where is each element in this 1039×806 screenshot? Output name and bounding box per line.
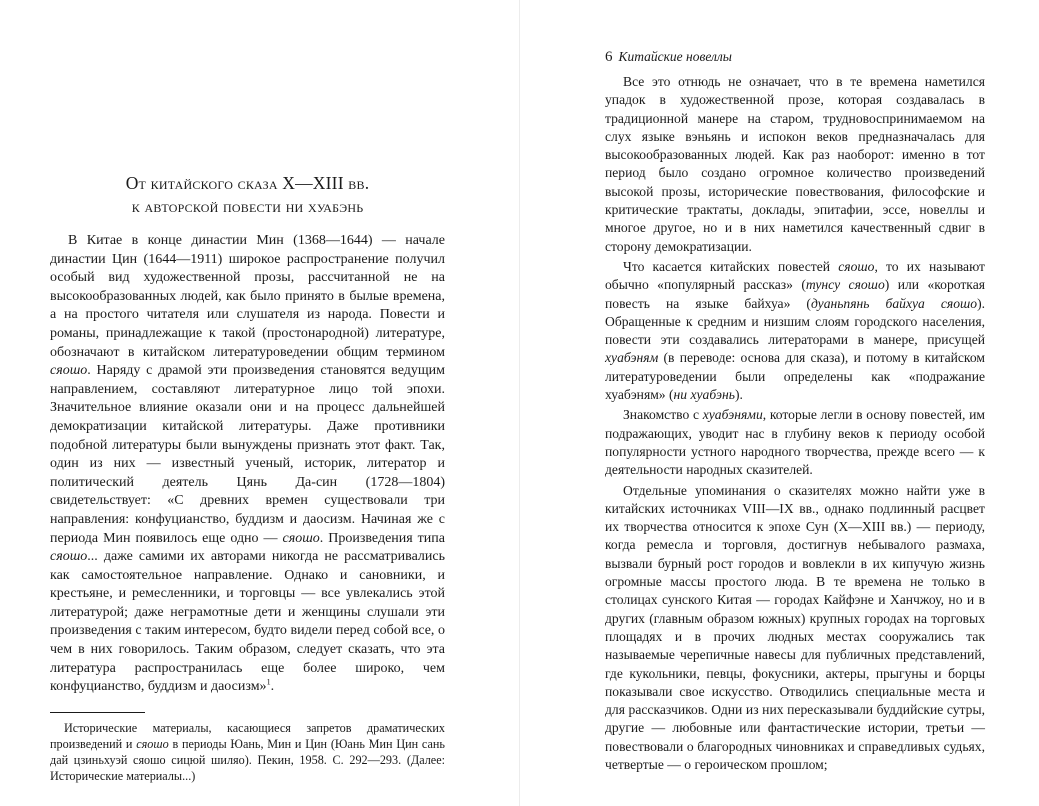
paragraph: Отдельные упоминания о сказителях можно найти уже в китайских источниках VIII—IX вв., однако подлинный расцвет их творчества относится к эпохе Сун (X—XIII вв.) — периоду, когда ремесла и торговля, достигнув небывалого размаха, вызвали бурный рост городов и вовлекли в их кипучую жизнь огромные массы простого люда. В те времена не только в столицах сунского Китая — городах Кайфэне и Ханчжоу, но и в других (главным образом южных) крупных городах на торговых площадях и в прочих людных местах сооружались так называемые черепичные навесы для публичных представлений, где кукольники, певцы, фокусники, актеры, прыгуны и борцы показывали свое искусство. Отводились специальные места и для рассказчиков. Одни из них пересказывали буддийские сутры, другие — любовные или фантастические истории, третьи — повествовали о благородных чиновниках и справедливых судьях, четвертые — о героическом прошлом; [605, 482, 985, 772]
chapter-title-line-2: к авторской повести ни хуабэнь [131, 196, 364, 216]
text-span: Что касается китайских повестей [623, 258, 839, 274]
paragraph [605, 258, 985, 404]
italic-term: хуабэнями [702, 407, 763, 423]
paragraph [605, 406, 985, 479]
running-title: Китайские новеллы [618, 49, 732, 64]
paragraph [50, 232, 445, 697]
left-page [50, 0, 445, 806]
text-span: , которые легли в основу повестей, им подражающих, уводит нас в глубину веков к периоду особой популярности устного народного творчества, прежде всего — к деятельности народных сказителей. [605, 407, 985, 478]
italic-term: сяошо [838, 258, 875, 274]
running-head [605, 48, 985, 67]
text-span: Исторические материалы, касающиеся запретов драматических произведений и [50, 720, 445, 751]
text-span: . Произведения типа [319, 530, 445, 546]
text-span: Знакомство с [623, 407, 703, 423]
text-span: ). [734, 387, 743, 403]
page-gutter [519, 0, 520, 806]
italic-term: сяошо [282, 530, 320, 546]
paragraph: Все это отнюдь не означает, что в те времена наметился упадок в художественной прозе, которая создавалась в традиционной манере на старом, трудновоспринимаемом на слух языке вэньянь и испокон веков предназначалась для высокообразованных людей. Как раз наоборот: именно в тот период было создано огромное количество произведений высокой прозы, исторические повествования, философские и критические трактаты, доклады, эпитафии, эссе, новеллы и многое другое, но и в них наметился качественный сдвиг в сторону демократизации. [605, 74, 985, 254]
left-body-text [50, 232, 445, 697]
text-span: ... даже самими их авторами никогда не рассматривались как самостоятельное направление. Однако и сановники, и крестьяне, и ремесленники, и торговцы — все увлекались этой литературой; даже неграмотные дети и женщины слушали эти произведения с таким интересом, будто видели перед собой все, о чем в них говорилось. Таким образом, следует сказать, что эта литература распространилась еще более широко, чем конфуцианство, буддизм и даосизм» [50, 549, 445, 695]
italic-term: сяошо [50, 549, 88, 565]
footnote-marker[interactable]: 1 [266, 677, 271, 687]
footnote-rule [50, 712, 145, 713]
page-number: 6 [605, 49, 613, 65]
text-span: В Китае в конце династии Мин (1368—1644) — начале династии Цин (1644—1911) широкое распространение получил особый вид художественной прозы, рассчитанной не на высокообразованных людей, как было принято в былые времена, а на простого читателя или слушателя из народа. Повести и романы, принадлежащие к такой (простонародной) литературе, обозначают в китайском литературоведении общим термином [50, 233, 445, 360]
italic-term: сяошо [136, 736, 169, 751]
footnote [50, 720, 445, 784]
text-span: ) или «короткая повесть на языке байхуа» ( [605, 277, 985, 311]
right-page [605, 0, 985, 806]
text-span: ). Обращенные к средним и низшим слоям городского населения, повести эти создавались литераторами в манере, присущей [605, 295, 985, 348]
text-span: (в переводе: основа для сказа), и потому в китайском литературоведении были определены как «подражание хуабэням» ( [605, 350, 985, 403]
text-span: в периоды Юань, Мин и Цин (Юань Мин Цин сань дай цзиньхуэй сяошо сицюй шиляо). Пекин, 1958. С. 292—293. (Далее: Исторические материалы...) [50, 736, 445, 783]
text-span: , то их называют обычно «популярный рассказ» ( [605, 258, 985, 293]
chapter-title [50, 172, 445, 218]
right-body-text [605, 73, 985, 774]
italic-term: ни хуабэнь [673, 387, 735, 403]
text-span: . Наряду с драмой эти произведения становятся ведущим направлением, составляют литературное лицо той эпохи. Значительное влияние оказали они и на процесс дальнейшей демократизации китайской литературы. Даже противники подобной литературы были вынуждены признать этот факт. Так, один из них — известный ученый, историк, литератор и политический деятель Цянь Да-син (1728—1804) свидетельствует: «С древних времен существовали три направления: конфуцианство, буддизм и даосизм. Начиная же с периода Мин появилось еще одно — [50, 363, 445, 546]
italic-term: хуабэням [605, 350, 659, 366]
chapter-title-line-1: От китайского сказа X—XIII вв. [125, 173, 370, 193]
italic-term: тунсу сяошо [805, 277, 885, 293]
italic-term: дуаньпянь байхуа сяошо [810, 295, 978, 311]
italic-term: сяошо [50, 363, 88, 379]
text-span: . [270, 679, 275, 695]
